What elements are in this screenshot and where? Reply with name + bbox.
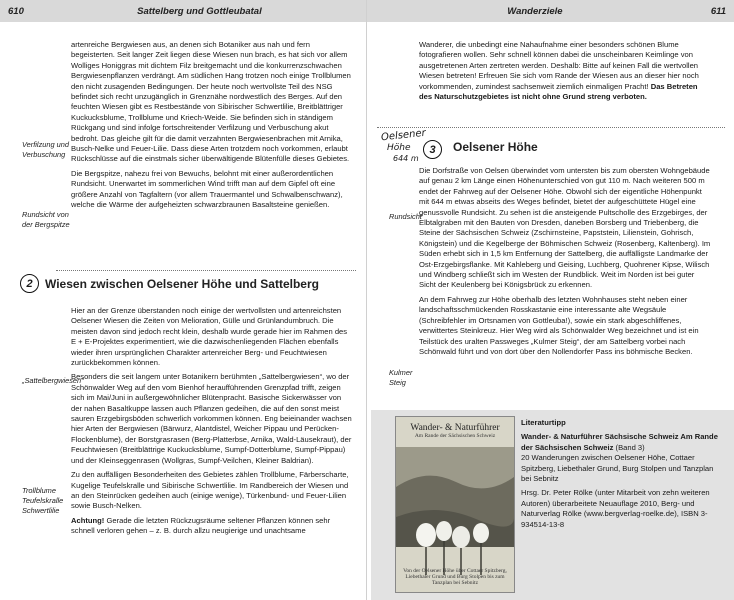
right-top-text <box>419 40 709 106</box>
margin-note-kulmer: Kulmer Steig <box>389 368 413 387</box>
handwritten-label <box>380 127 451 166</box>
left-page-number: 610 <box>8 5 24 17</box>
warning-text: Gerade die letzten Rückzugsräume seltener Pflanzen können sehr schnell verloren gehen – z. B. durch allzu neugierige und unachtsame <box>71 515 331 536</box>
section-title: Oelsener Höhe <box>453 140 538 154</box>
right-page-header <box>367 0 734 22</box>
right-page <box>367 0 734 600</box>
book-cover <box>395 416 515 593</box>
paragraph: artenreiche Bergwiesen aus, an denen sich Botaniker aus nah und fern begeisterten. Seit langer Zeit liegen diese Wiesen nun brach, es hat sich vor allem Wolliges Honiggras mit dichtem Filz breitgemacht und die konkurrenzschwachen Bergwiesenpflanzen verdrängt. Am südlichen Hang trotzen noch einige Trollblumen den nicht zusagenden Bedingungen. Der heute noch wertvollste Teil des NSG befindet sich recht unzugänglich in Grenznähe nordwestlich des Berges. Auf den feuchten Wiesen gibt es Restbestände von Sibirischer Schwertlilie, Breitblättriger Kuckucksblume, Trollblume und Kriech-Weide. Sie befinden sich in ständigem Rückgang und sind infolge fortschreitender Verfilzung und Verbuschung akut bedroht. Das gleiche gilt für die damit verzahnten Bergwiesenbrachen mit Arnika, Busch-Nelke und Feuer-Lilie. Dass diese Arten trotzdem noch vorkommen, erlaubt Rückschlüsse auf die einstmals sicher überwältigende Blütenfülle dieses Gebietes. <box>71 40 351 164</box>
literature-box <box>371 410 734 600</box>
paragraph <box>419 40 709 102</box>
paragraph: Die Dorfstraße von Oelsen überwindet vom untersten bis zum obersten Wohngebäude auf genau 2 km Länge einen Höhenunterschied von gut 110 m. Nach weiteren 500 m endet der Fahrweg auf der Oelsener Höhe. Obwohl sich der eigentliche Höhenpunkt mit 644 m etwas abseits des Weges befindet, bietet der aufgeschüttete Hügel eine genussvolle Rundsicht. Zu sehen ist die ansteigende Pultscholle des Erzgebirges, der Elbtalgraben mit den Bauten von Dresden, daneben Borsberg und Triebenberg, die Steine der Sächsischen Schweiz (Zschirnsteine, Papststein, Lilienstein, Gohrisch, Königstein) und die Kegelberge der Böhmischen Schweiz (Rosenberg, Kaltenberg). Im Süden erhebt sich in 1,5 km Entfernung der Sattelberg, die auffälligste Landmarke der Ost-Erzgebirgsflanke. Mit Kahleberg und Geising, Luchberg, Quohrener Kipse, Wilisch und Windberg schließt sich im Westen der Rundblick. Weit im Norden ist bei guter Sicht der Keulenberg bei Königsbrück zu erkennen. <box>419 166 711 290</box>
book-band: (Band 3) <box>613 442 645 452</box>
left-page-header <box>0 0 367 22</box>
cover-subtitle: Am Rande der Sächsischen Schweiz <box>414 433 496 439</box>
paragraph: Die Bergspitze, nahezu frei von Bewuchs, belohnt mit einer außerordentlichen Rundsicht. Unerwartet im sommerlichen Wind trifft man auf dem Gipfel oft eine größere Anzahl von Tagfaltern (vor allem Trauermantel und Schwalbenschwanz), welche die Wärme der aufgeheizten schwarzbraunen Basaltsteine genießen. <box>71 168 343 210</box>
warning-continuation: Wanderer, die unbedingt eine Nahaufnahme einer besonders schönen Blume fotografieren wollen. Sehr schnell können dabei die unscheinbaren Keimlinge von ausgetretenen Arten zertreten werden. Deshalb: Bitte auf keinen Fall die wertvollen Wiesen betreten! Erfreuen Sie sich vom Rande der Wiesen aus an dieser hier noch vorkommenden, zumindest sachsenweit ziemlich einmaligen Pracht! <box>419 40 699 91</box>
section-number-badge: 3 <box>423 140 442 159</box>
margin-note-trollblume: Trollblume Teufelskralle Schwertlilie <box>22 486 64 515</box>
book-title: Wander- & Naturführer Sächsische Schweiz Am Rande der Sächsischen Schweiz <box>521 432 718 452</box>
cover-footer: Von der Oelsener Höhe über Cottaer Spitzberg, Liebethaler Grund und Burg Stolpen bis zum Tanzplan bei Sebnitz <box>403 568 507 586</box>
paragraph: Zu den auffälligen Besonderheiten des Gebietes zählen Trollblume, Färberscharte, Kugelige Teufelskralle und Sibirische Schwertlilie. Im Randbereich der Wiesen und an den Steinrücken gedeihen auch (einige wenige), Türkenbund- und Feuer-Lilien sowie Busch-Nelken. <box>71 470 349 511</box>
handwriting-line1: Oelsener <box>380 127 427 144</box>
paragraph: An dem Fahrweg zur Höhe oberhalb des letzten Wohnhauses steht neben einer landschaftsschmückenden Rosskastanie eine interessante alte Wegsäule (Schreibfehler im Ortsnamen von Gottleuba!), sowie ein stark abgeschliffenes, verwittertes Steinkreuz. Hier Weg wird als Schönwalder Weg bezeichnet und ist ein Teilstück des uralten Passweges „Kulmer Steig“, der am Sattelberg vorbei nach Schönwald führt und von dort über den Nollendorfer Pass ins böhmische Becken. <box>419 294 699 356</box>
section-divider <box>377 127 725 128</box>
right-page-number: 611 <box>710 5 726 17</box>
book-description: 20 Wanderungen zwischen Oelsener Höhe, Cottaer Spitzberg, Liebethaler Grund, Burg Stolpen und Tanzplan bei Sebnitz <box>521 453 714 484</box>
left-running-title: Sattelberg und Gottleubatal <box>137 5 262 17</box>
literature-heading: Literaturtipp <box>521 418 566 427</box>
left-bottom-text <box>71 306 353 541</box>
cover-photo <box>396 447 514 577</box>
section-divider <box>56 270 356 271</box>
margin-note-verfilzung: Verfilzung und Verbuschung <box>22 140 69 159</box>
cover-title: Wander- & Naturführer <box>410 423 500 433</box>
section-title: Wiesen zwischen Oelsener Höhe und Sattelberg <box>45 276 319 291</box>
paragraph: Besonders die seit langem unter Botanikern berühmten „Sattelbergwiesen“, wo der Schönwalder Weg auf den vom Bienhof heraufführenden Grenzpfad trifft, zeigen sich im Mai/Juni in außergewöhnlicher Blütenpracht. Basische Sickerwässer von der nahen Basaltkuppe lassen auch Pflanzen gedeihen, die auf den sonst meist sauren Erzgebirgsböden schwerlich vorkommen können. Eng beieinander wachsen hier Arten der Bergwiesen (Bärwurz, Alantdistel, Weicher Pippau und Perücken-Flockenblume), der Borstgrasrasen (Berg-Platterbse, Arnika, Wald-Läusekraut), der Feuchtwiesen (Breitblättrige Kuckucksblume, Sumpf-Dotterblume, Sumpf-Pippau) und der Kleinseggenrasen (Wollgras, Sumpf-Veilchen, Kleiner Baldrian). <box>71 372 352 465</box>
right-main-text <box>419 166 711 361</box>
handwriting-line2: Höhe <box>387 143 411 153</box>
book-publisher: Hrsg. Dr. Peter Rölke (unter Mitarbeit von zehn weiteren Autoren) überarbeitete Neuauflage 2010, Berg- und Naturverlag Rölke (www.bergverlag-roelke.de), ISBN 3-934514-13-8 <box>521 488 710 529</box>
left-top-text <box>71 40 353 215</box>
margin-note-rundsicht: Rundsicht von der Bergspitze <box>22 210 70 229</box>
handwriting-line3: 644 m <box>393 154 419 163</box>
paragraph <box>71 516 353 537</box>
margin-note-rundsicht: Rundsicht <box>389 212 422 221</box>
section-heading-3 <box>447 140 538 154</box>
warning-label: Achtung! <box>71 515 105 525</box>
section-number-badge: 2 <box>20 274 39 293</box>
margin-note-sattelbergwiesen: „Sattelbergwiesen“ <box>22 376 84 385</box>
warning-bold: Das Betreten des Naturschutzgebietes ist nicht ohne Grund streng verboten. <box>419 81 698 102</box>
right-running-title: Wanderziele <box>507 5 563 17</box>
paragraph: Hier an der Grenze überstanden noch einige der wertvollsten und artenreichsten Oelsener Wiesen die Zeiten von Melioration, Gülle und Grünlandumbruch. Die meisten davon sind jedoch recht klein, deshalb wurde gerade hier im Rahmen des E + E-Projektes experimentiert, wie die dazwischenliegenden Flächen ebenfalls wieder ihren ursprünglichen Charakter artenreicher Berg- und Feuchtwiesen zurückbekommen können. <box>71 306 348 368</box>
literature-text <box>521 418 721 534</box>
section-heading-2 <box>20 274 319 293</box>
